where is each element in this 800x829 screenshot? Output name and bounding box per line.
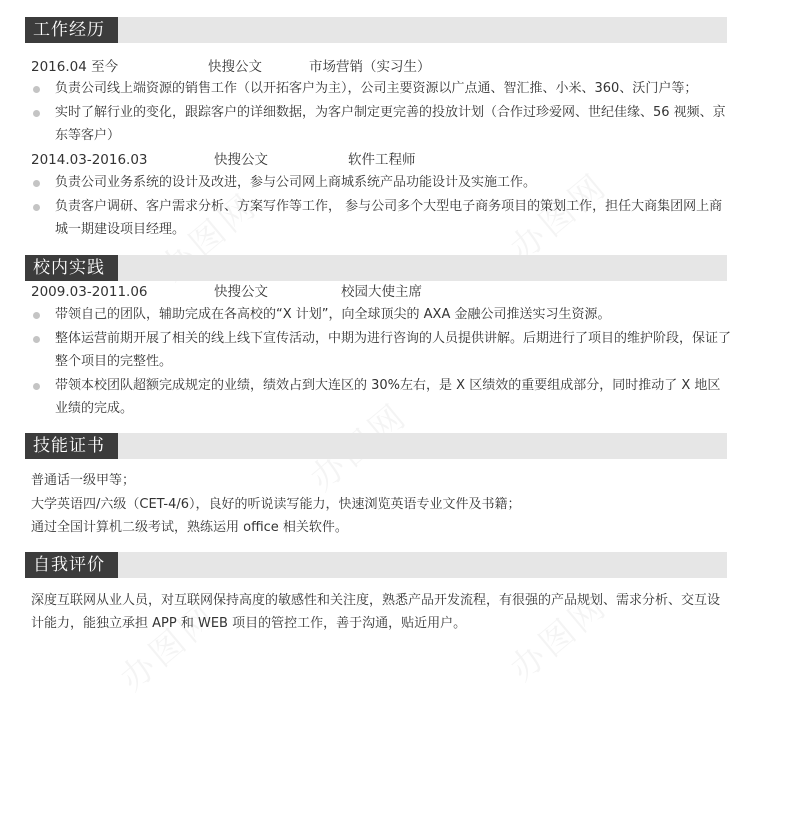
- bullet-dot-icon: [33, 312, 40, 319]
- self-evaluation-text: 深度互联网从业人员，对互联网保持高度的敏感性和关注度，熟悉产品开发流程，有很强的产品规划、需求分析、交互设计能力，能独立承担 APP 和 WEB 项目的管控工作，善于沟通，贴近用户。: [31, 593, 721, 631]
- section-title-self: 自我评价: [25, 552, 118, 578]
- section-title-campus: 校内实践: [25, 255, 118, 281]
- bullet-dot-icon: [33, 336, 40, 343]
- job-company: 快搜公文: [214, 152, 268, 168]
- bullet-text: 实时了解行业的变化，跟踪客户的详细数据，为客户制定更完善的投放计划（合作过珍爱网、世纪佳缘、56 视频、京东等客户）: [55, 105, 726, 143]
- bullet-text: 负责客户调研、客户需求分析、方案写作等工作， 参与公司多个大型电子商务项目的策划工作，担任大商集团网上商城一期建设项目经理。: [55, 199, 723, 237]
- section-header-campus: [25, 255, 727, 281]
- skill-line: 通过全国计算机二级考试，熟练运用 office 相关软件。: [31, 520, 348, 535]
- section-header-self: [25, 552, 727, 578]
- section-header-work: [25, 17, 727, 43]
- bullet-text: 负责公司业务系统的设计及改进，参与公司网上商城系统产品功能设计及实施工作。: [55, 175, 537, 190]
- bullet-dot-icon: [33, 383, 40, 390]
- job-date: 2016.04 至今: [31, 59, 119, 75]
- bullet-dot-icon: [33, 204, 40, 211]
- bullet-item: [31, 375, 731, 420]
- bullet-item: [31, 172, 731, 195]
- bullet-text: 整体运营前期开展了相关的线上线下宣传活动，中期为进行咨询的人员提供讲解。后期进行了项目的维护阶段，保证了整个项目的完整性。: [55, 331, 732, 369]
- section-title-skills: 技能证书: [25, 433, 118, 459]
- bullet-text: 负责公司线上端资源的销售工作（以开拓客户为主），公司主要资源以广点通、智汇推、小米、360、沃门户等；: [55, 81, 698, 96]
- section-title-work: 工作经历: [25, 17, 118, 43]
- job-company: 快搜公文: [208, 59, 262, 75]
- job-company: 快搜公文: [214, 284, 268, 300]
- skill-line: 大学英语四/六级（CET-4/6），良好的听说读写能力，快速浏览英语专业文件及书籍；: [31, 497, 521, 512]
- bullet-item: [31, 102, 731, 147]
- bullet-dot-icon: [33, 180, 40, 187]
- bullet-text: 带领自己的团队，辅助完成在各高校的“X 计划”，向全球顶尖的 AXA 金融公司推送实习生资源。: [55, 307, 611, 322]
- skill-line: 普通话一级甲等；: [31, 473, 136, 488]
- bullet-dot-icon: [33, 86, 40, 93]
- bullet-item: [31, 304, 731, 327]
- section-header-skills: [25, 433, 727, 459]
- bullet-dot-icon: [33, 110, 40, 117]
- job-role: 校园大使主席: [341, 284, 422, 300]
- bullet-item: [31, 328, 731, 373]
- job-date: 2009.03-2011.06: [31, 284, 148, 300]
- job-date: 2014.03-2016.03: [31, 152, 148, 168]
- bullet-item: [31, 78, 731, 101]
- bullet-item: [31, 196, 731, 241]
- job-role: 市场营销（实习生）: [309, 59, 431, 75]
- bullet-text: 带领本校团队超额完成规定的业绩，绩效占到大连区的 30%左右，是 X 区绩效的重要组成部分，同时推动了 X 地区业绩的完成。: [55, 378, 721, 416]
- job-role: 软件工程师: [348, 152, 416, 168]
